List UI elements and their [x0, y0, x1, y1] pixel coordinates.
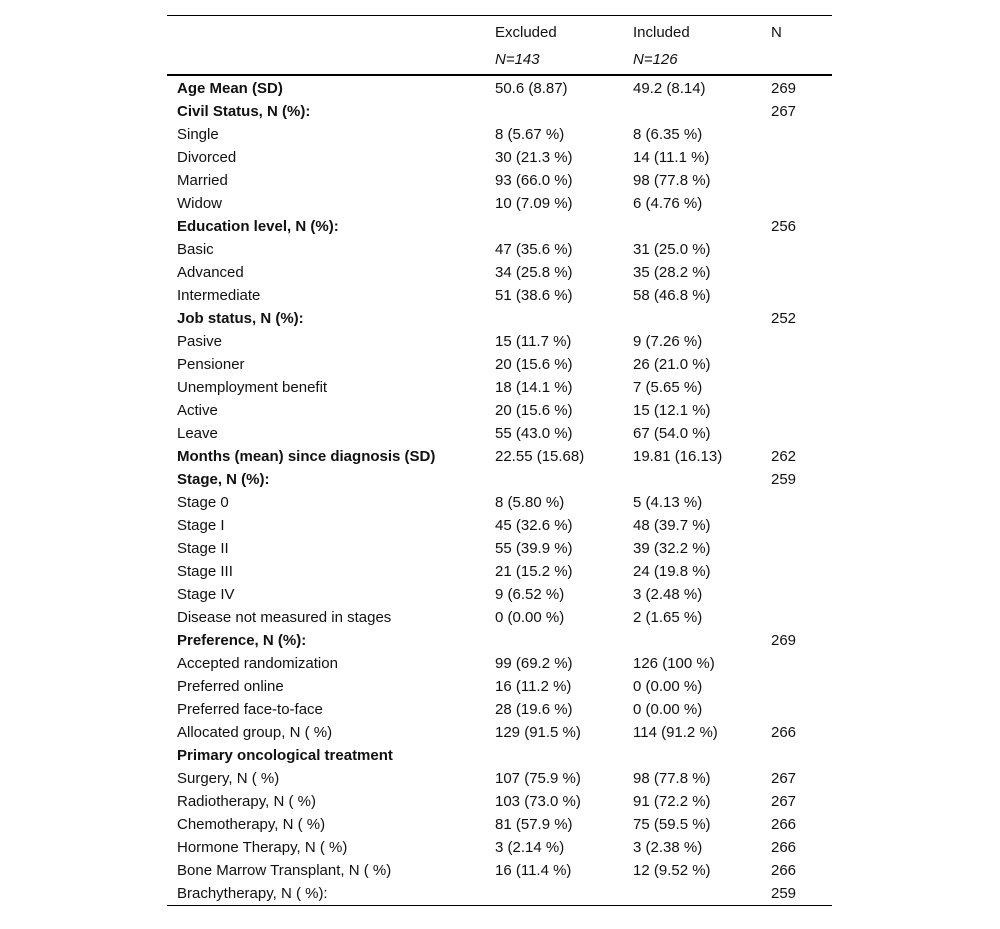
row-n-value	[761, 353, 832, 376]
table-row	[167, 146, 832, 169]
row-excluded-value: 30 (21.3 %)	[495, 149, 573, 166]
row-label: Job status, N (%):	[177, 310, 304, 327]
row-label: Advanced	[177, 264, 244, 281]
row-excluded-value: 8 (5.67 %)	[495, 126, 565, 143]
row-excluded-value: 16 (11.2 %)	[495, 678, 572, 695]
table-row	[167, 491, 832, 514]
row-n-value	[761, 192, 832, 215]
row-n-value	[761, 606, 832, 629]
row-excluded-value: 8 (5.80 %)	[495, 494, 565, 511]
row-excluded-value: 50.6 (8.87)	[495, 80, 568, 97]
row-n-value	[761, 123, 832, 146]
row-included-value: 31 (25.0 %)	[633, 241, 711, 258]
row-label: Preferred online	[177, 678, 284, 695]
table-row	[167, 813, 832, 836]
table-row	[167, 330, 832, 353]
row-excluded-value: 103 (73.0 %)	[495, 793, 581, 810]
row-included-value: 49.2 (8.14)	[633, 80, 706, 97]
table-row	[167, 169, 832, 192]
row-n-value: 267	[771, 793, 797, 810]
row-included-value: 91 (72.2 %)	[633, 793, 711, 810]
row-label: Chemotherapy, N ( %)	[177, 816, 326, 833]
row-n-value: 269	[771, 632, 797, 649]
row-included-value: 9 (7.26 %)	[633, 333, 703, 350]
row-label: Hormone Therapy, N ( %)	[177, 839, 348, 856]
row-n-value	[761, 376, 832, 399]
row-n-value: 259	[771, 471, 797, 488]
table-row	[167, 192, 832, 215]
row-n-value	[761, 537, 832, 560]
row-n-value: 266	[771, 816, 797, 833]
row-n-value: 266	[771, 724, 797, 741]
table-row	[167, 307, 832, 330]
row-excluded-value: 55 (43.0 %)	[495, 425, 573, 442]
row-label: Widow	[177, 195, 223, 212]
table-row	[167, 583, 832, 606]
table-row	[167, 698, 832, 721]
header-sub-label-cell	[167, 47, 485, 75]
table-header	[167, 16, 832, 76]
table-row	[167, 721, 832, 744]
row-excluded-value: 3 (2.14 %)	[495, 839, 565, 856]
row-included-value: 7 (5.65 %)	[633, 379, 703, 396]
row-n-value	[761, 399, 832, 422]
row-included-value: 114 (91.2 %)	[633, 724, 718, 741]
row-excluded-value: 51 (38.6 %)	[495, 287, 573, 304]
row-included-value: 48 (39.7 %)	[633, 517, 711, 534]
row-excluded-value: 16 (11.4 %)	[495, 862, 572, 879]
row-label: Civil Status, N (%):	[177, 103, 311, 120]
row-label: Disease not measured in stages	[177, 609, 392, 626]
row-excluded-value	[485, 468, 623, 491]
row-included-value: 24 (19.8 %)	[633, 563, 711, 580]
row-included-value: 35 (28.2 %)	[633, 264, 711, 281]
row-n-value: 266	[771, 862, 797, 879]
table-row	[167, 353, 832, 376]
header-subrow	[167, 47, 832, 75]
row-excluded-value: 45 (32.6 %)	[495, 517, 573, 534]
row-n-value	[761, 652, 832, 675]
row-included-value	[623, 468, 761, 491]
table-row	[167, 376, 832, 399]
header-sub-n-cell	[761, 47, 832, 75]
row-included-value: 98 (77.8 %)	[633, 770, 711, 787]
row-included-value	[623, 307, 761, 330]
row-n-value	[761, 422, 832, 445]
table-row	[167, 284, 832, 307]
row-label: Pasive	[177, 333, 223, 350]
row-label: Preferred face-to-face	[177, 701, 323, 718]
row-n-value	[761, 698, 832, 721]
table-row	[167, 606, 832, 629]
table-row	[167, 744, 832, 767]
row-label: Accepted randomization	[177, 655, 338, 672]
row-label: Months (mean) since diagnosis (SD)	[177, 448, 436, 465]
table-row	[167, 767, 832, 790]
row-label: Preference, N (%):	[177, 632, 307, 649]
row-n-value	[761, 261, 832, 284]
row-excluded-value: 47 (35.6 %)	[495, 241, 573, 258]
row-label: Age Mean (SD)	[177, 80, 283, 97]
row-included-value	[623, 744, 761, 767]
row-n-value	[761, 491, 832, 514]
row-included-value	[623, 215, 761, 238]
row-included-value: 8 (6.35 %)	[633, 126, 703, 143]
row-label: Stage III	[177, 563, 233, 580]
characteristics-table-container	[167, 15, 832, 906]
row-n-value	[761, 675, 832, 698]
row-included-value: 75 (59.5 %)	[633, 816, 711, 833]
table-row	[167, 238, 832, 261]
header-included-n: N=126	[623, 47, 761, 75]
table-body	[167, 75, 832, 906]
table-row	[167, 836, 832, 859]
row-excluded-value: 21 (15.2 %)	[495, 563, 573, 580]
row-n-value: 267	[771, 103, 797, 120]
row-n-value	[761, 284, 832, 307]
row-excluded-value: 28 (19.6 %)	[495, 701, 573, 718]
table-row	[167, 790, 832, 813]
row-label: Pensioner	[177, 356, 245, 373]
row-excluded-value: 20 (15.6 %)	[495, 402, 573, 419]
row-label: Intermediate	[177, 287, 261, 304]
row-label: Surgery, N ( %)	[177, 770, 280, 787]
row-included-value: 2 (1.65 %)	[633, 609, 703, 626]
row-excluded-value: 93 (66.0 %)	[495, 172, 573, 189]
row-excluded-value: 0 (0.00 %)	[495, 609, 565, 626]
table-row	[167, 75, 832, 100]
row-n-value	[761, 583, 832, 606]
row-label: Basic	[177, 241, 214, 258]
row-included-value	[623, 629, 761, 652]
row-label: Unemployment benefit	[177, 379, 328, 396]
row-excluded-value	[485, 629, 623, 652]
row-label: Brachytherapy, N ( %):	[167, 882, 485, 906]
row-included-value: 19.81 (16.13)	[633, 448, 723, 465]
row-included-value: 3 (2.38 %)	[633, 839, 703, 856]
row-included-value: 3 (2.48 %)	[633, 586, 703, 603]
table-row	[167, 100, 832, 123]
row-included-value: 0 (0.00 %)	[633, 701, 703, 718]
row-label: Stage II	[177, 540, 229, 557]
row-label: Leave	[177, 425, 218, 442]
row-excluded-value: 81 (57.9 %)	[495, 816, 573, 833]
row-n-value: 267	[771, 770, 797, 787]
row-label: Married	[177, 172, 228, 189]
characteristics-table	[167, 15, 832, 906]
row-excluded-value: 34 (25.8 %)	[495, 264, 573, 281]
table-row	[167, 261, 832, 284]
row-excluded-value: 18 (14.1 %)	[495, 379, 573, 396]
table-row	[167, 514, 832, 537]
row-n-value	[761, 169, 832, 192]
row-n-value	[761, 514, 832, 537]
row-included-value: 67 (54.0 %)	[633, 425, 711, 442]
row-excluded-value: 99 (69.2 %)	[495, 655, 573, 672]
table-row	[167, 629, 832, 652]
table-row	[167, 882, 832, 906]
row-excluded-value: 9 (6.52 %)	[495, 586, 565, 603]
row-label: Stage, N (%):	[177, 471, 270, 488]
row-n-value	[761, 146, 832, 169]
row-excluded-value	[485, 215, 623, 238]
header-excluded: Excluded	[485, 16, 623, 48]
row-n-value: 269	[771, 80, 797, 97]
row-included-value: 39 (32.2 %)	[633, 540, 711, 557]
row-included-value	[623, 882, 761, 906]
row-n-value	[761, 560, 832, 583]
row-excluded-value: 129 (91.5 %)	[495, 724, 581, 741]
table-row	[167, 123, 832, 146]
row-n-value: 266	[771, 839, 797, 856]
row-label: Stage IV	[177, 586, 235, 603]
row-included-value: 6 (4.76 %)	[633, 195, 703, 212]
table-row	[167, 215, 832, 238]
row-included-value: 58 (46.8 %)	[633, 287, 711, 304]
row-excluded-value: 15 (11.7 %)	[495, 333, 572, 350]
header-included: Included	[623, 16, 761, 48]
row-n-value	[761, 744, 832, 767]
row-label: Stage I	[177, 517, 225, 534]
table-row	[167, 560, 832, 583]
row-n-value: 259	[761, 882, 832, 906]
row-n-value: 262	[771, 448, 797, 465]
table-row	[167, 445, 832, 468]
row-included-value: 0 (0.00 %)	[633, 678, 703, 695]
row-excluded-value	[485, 744, 623, 767]
row-excluded-value	[485, 100, 623, 123]
table-row	[167, 859, 832, 882]
table-row	[167, 537, 832, 560]
row-included-value: 26 (21.0 %)	[633, 356, 711, 373]
row-label: Divorced	[177, 149, 237, 166]
row-included-value: 5 (4.13 %)	[633, 494, 703, 511]
row-included-value: 15 (12.1 %)	[633, 402, 711, 419]
table-row	[167, 468, 832, 491]
row-label: Active	[177, 402, 218, 419]
row-n-value: 256	[771, 218, 797, 235]
row-label: Primary oncological treatment	[177, 747, 393, 764]
table-row	[167, 399, 832, 422]
row-label: Bone Marrow Transplant, N ( %)	[177, 862, 392, 879]
header-row	[167, 16, 832, 48]
row-label: Radiotherapy, N ( %)	[177, 793, 316, 810]
row-excluded-value: 20 (15.6 %)	[495, 356, 573, 373]
row-label: Stage 0	[177, 494, 229, 511]
row-n-value	[761, 238, 832, 261]
row-excluded-value: 22.55 (15.68)	[495, 448, 585, 465]
row-excluded-value: 107 (75.9 %)	[495, 770, 581, 787]
row-included-value: 126 (100 %)	[633, 655, 715, 672]
table-row	[167, 652, 832, 675]
row-label: Education level, N (%):	[177, 218, 339, 235]
header-label-cell	[167, 16, 485, 48]
row-excluded-value: 10 (7.09 %)	[495, 195, 573, 212]
table-row	[167, 422, 832, 445]
row-excluded-value: 55 (39.9 %)	[495, 540, 573, 557]
header-n: N	[761, 16, 832, 48]
row-n-value	[761, 330, 832, 353]
row-included-value: 98 (77.8 %)	[633, 172, 711, 189]
row-excluded-value	[485, 307, 623, 330]
header-excluded-n: N=143	[485, 47, 623, 75]
row-included-value: 12 (9.52 %)	[633, 862, 711, 879]
row-included-value: 14 (11.1 %)	[633, 149, 710, 166]
row-label: Single	[177, 126, 219, 143]
row-included-value	[623, 100, 761, 123]
row-excluded-value	[485, 882, 623, 906]
table-row	[167, 675, 832, 698]
row-n-value: 252	[771, 310, 797, 327]
row-label: Allocated group, N ( %)	[177, 724, 333, 741]
